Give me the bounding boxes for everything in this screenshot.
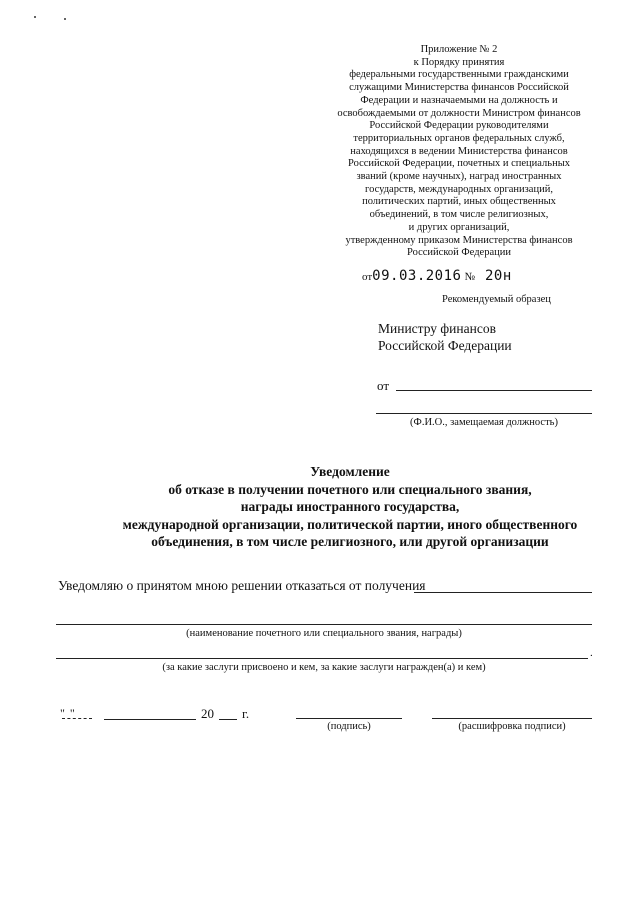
annex-line: Российской Федерации руководителями (369, 120, 549, 132)
title-line: награды иностранного государства, (240, 499, 460, 514)
annex-line: званий (кроме научных), наград иностранных (356, 171, 562, 183)
order-number-sign: № (464, 271, 475, 283)
annex-line: Российской Федерации (407, 247, 511, 259)
date-month-field[interactable] (104, 719, 196, 720)
annex-line: объединений, в том числе религиозных, (369, 209, 549, 221)
award-name-caption: (наименование почетного или специального звания, награды) (186, 628, 462, 639)
title-line: об отказе в получении почетного или специального звания, (168, 481, 532, 497)
order-from-label: от (362, 271, 373, 283)
signature-caption: (подпись) (327, 721, 371, 732)
addressee-line: Российской Федерации (378, 338, 512, 353)
annex-line: освобождаемыми от должности Министром финансов (337, 107, 581, 119)
signature-decoding-field[interactable] (432, 718, 592, 719)
sender-name-field[interactable] (396, 390, 592, 391)
merits-caption: (за какие заслуги присвоено и кем, за какие заслуги награжден(а) и кем) (162, 662, 486, 673)
order-date: 09.03.2016 (372, 268, 462, 284)
date-day-quotes: " " (60, 706, 76, 720)
order-date-number (362, 268, 512, 284)
document-title (60, 463, 640, 551)
scan-speck (34, 16, 36, 18)
sender-from-label: от (377, 378, 390, 393)
annex-line: и других организаций, (408, 221, 510, 233)
annex-line: политических партий, иных общественных (362, 196, 556, 208)
annex-header (328, 44, 590, 260)
annex-line: Российской Федерации, почетных и специальных (347, 158, 570, 170)
title-line: объединения, в том числе религиозного, или другой организации (151, 534, 549, 549)
addressee-line: Министру финансов (378, 321, 496, 336)
title-line: международной организации, политической партии, иного общественного (122, 516, 578, 532)
sender-caption: (Ф.И.О., замещаемая должность) (410, 417, 558, 428)
annex-line: государств, международных организаций, (365, 183, 553, 195)
line-end-period: . (590, 647, 593, 659)
award-name-field[interactable] (414, 592, 592, 593)
annex-line: находящихся в ведении Министерства финансов (350, 145, 568, 157)
date-year-prefix: 20 (201, 706, 214, 721)
signature-decoding-caption: (расшифровка подписи) (458, 721, 566, 732)
date-year-field[interactable] (219, 719, 237, 720)
recommended-sample-label: Рекомендуемый образец (442, 294, 551, 305)
notify-text: Уведомляю о принятом мною решении отказаться от получения (58, 578, 426, 593)
merits-field[interactable] (56, 658, 588, 659)
title-line: Уведомление (310, 464, 390, 479)
scan-speck (64, 18, 66, 20)
date-day-field[interactable] (62, 718, 92, 719)
annex-line: утвержденному приказом Министерства финансов (345, 234, 573, 246)
annex-line: территориальных органов федеральных служб, (353, 132, 565, 144)
annex-line: Приложение № 2 (420, 44, 498, 55)
signature-field[interactable] (296, 718, 402, 719)
award-name-field-continued[interactable] (56, 624, 592, 625)
annex-line: Федерации и назначаемыми на должность и (360, 94, 558, 106)
addressee (378, 320, 512, 354)
date-year-suffix: г. (242, 706, 250, 721)
annex-line: федеральными государственными гражданскими (349, 69, 569, 81)
sender-position-field[interactable] (376, 413, 592, 414)
order-number: 20н (484, 268, 512, 284)
annex-line: служащими Министерства финансов Российской (349, 82, 569, 94)
annex-line: к Порядку принятия (413, 56, 505, 68)
